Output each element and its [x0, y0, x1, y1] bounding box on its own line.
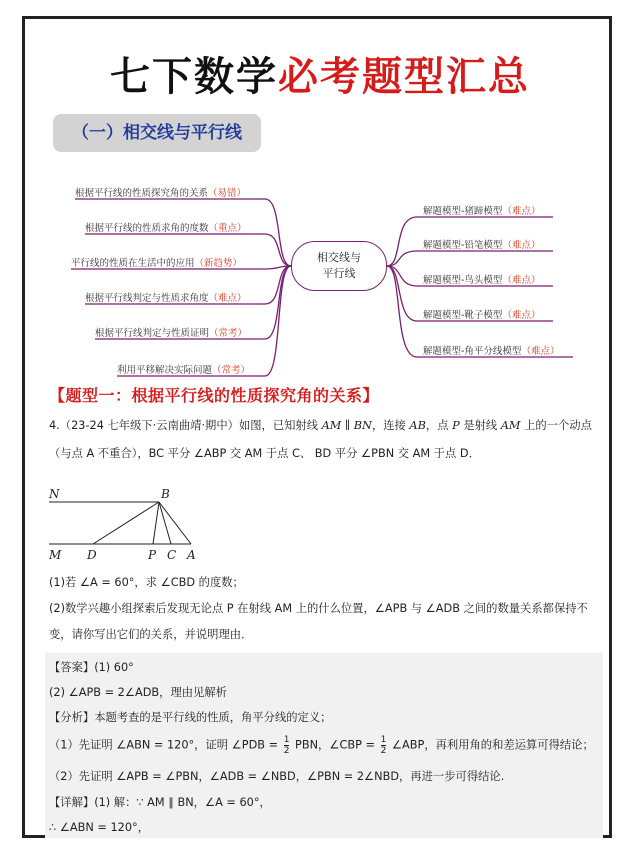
leaf-right-5: 解题模型-角平分线模型（难点）: [423, 346, 560, 357]
label-M: M: [49, 548, 62, 562]
fraction-half-1: $\frac{1}{2}$: [283, 735, 290, 756]
problem-line1: 4.（23-24 七年级下·云南曲靖·期中）如图，已知射线 AM ∥ BN，连接 AB，点 P 是射线 AM 上的一个动点: [49, 419, 592, 432]
leaf-right-4: 解题模型-靴子模型（难点）: [423, 310, 541, 321]
leaf-right-3: 解题模型-鸟头模型（难点）: [423, 275, 541, 286]
detail-1: 【详解】(1) 解：∵ AM ∥ BN，∠A = 60°，: [49, 796, 271, 809]
label-A: A: [187, 548, 196, 562]
detail-2: ∴ ∠ABN = 120°，: [49, 821, 149, 834]
branch-right-2: [387, 251, 553, 266]
leaf-left-3: 平行线的性质在生活中的应用（新趋势）: [71, 258, 243, 269]
leaf-left-5: 根据平行线判定与性质证明（常考）: [95, 328, 248, 339]
geometry-diagram: [45, 485, 215, 565]
page-frame: [22, 16, 612, 838]
question-2-line2: 变，请你写出它们的关系，并说明理由．: [49, 628, 253, 641]
analysis-step1: （1）先证明 ∠ABN = 120°，证明 ∠PDB = $\frac{1}{2}$ PBN，∠CBP = $\frac{1}{2}$ ∠ABP，再利用角的和差运算可得结论；: [49, 735, 594, 756]
title-part2: 必考题型汇总: [278, 53, 530, 100]
question-2-line1: (2)数学兴趣小组探索后发现无论点 P 在射线 AM 上的什么位置，∠APB 与 ∠ADB 之间的数量关系都保持不: [49, 602, 588, 615]
label-N: N: [49, 487, 60, 501]
section-label: （一）相交线与平行线: [53, 114, 261, 152]
leaf-right-1: 解题模型-猪蹄模型（难点）: [423, 206, 541, 217]
branch-left-6: [117, 266, 291, 376]
leaf-left-1: 根据平行线的性质探究角的关系（易错）: [75, 188, 247, 199]
label-C: C: [167, 548, 177, 562]
label-P: P: [148, 548, 157, 562]
analysis-step2: （2）先证明 ∠APB = ∠PBN，∠ADB = ∠NBD，∠PBN = 2∠NBD，再进一步可得结论.: [49, 770, 505, 783]
leaf-left-4: 根据平行线判定与性质求角度（难点）: [85, 293, 247, 304]
type1-heading: 【题型一：根据平行线的性质探究角的关系】: [49, 386, 380, 405]
label-B: B: [161, 487, 170, 501]
leaf-left-2: 根据平行线的性质求角的度数（重点）: [85, 223, 247, 234]
fraction-half-2: $\frac{1}{2}$: [380, 735, 387, 756]
geometry-figure: [45, 485, 215, 565]
answer-1: 【答案】(1) 60°: [49, 661, 134, 674]
mindmap-center: 相交线与 平行线: [291, 241, 387, 291]
problem-line2: （与点 A 不重合），BC 平分 ∠ABP 交 AM 于点 C、 BD 平分 ∠PBN 交 AM 于点 D．: [49, 447, 480, 460]
page-title: [25, 45, 615, 102]
analysis: 【分析】本题考查的是平行线的性质，角平分线的定义；: [49, 711, 332, 724]
question-1: (1)若 ∠A = 60°，求 ∠CBD 的度数；: [49, 576, 244, 589]
label-D: D: [87, 548, 97, 562]
leaf-left-6: 利用平移解决实际问题（常考）: [117, 365, 251, 376]
leaf-right-2: 解题模型-铅笔模型（难点）: [423, 240, 541, 251]
mindmap: [25, 159, 615, 381]
title-part1: 七下数学: [110, 53, 278, 100]
answer-2: (2) ∠APB = 2∠ADB，理由见解析: [49, 686, 227, 699]
